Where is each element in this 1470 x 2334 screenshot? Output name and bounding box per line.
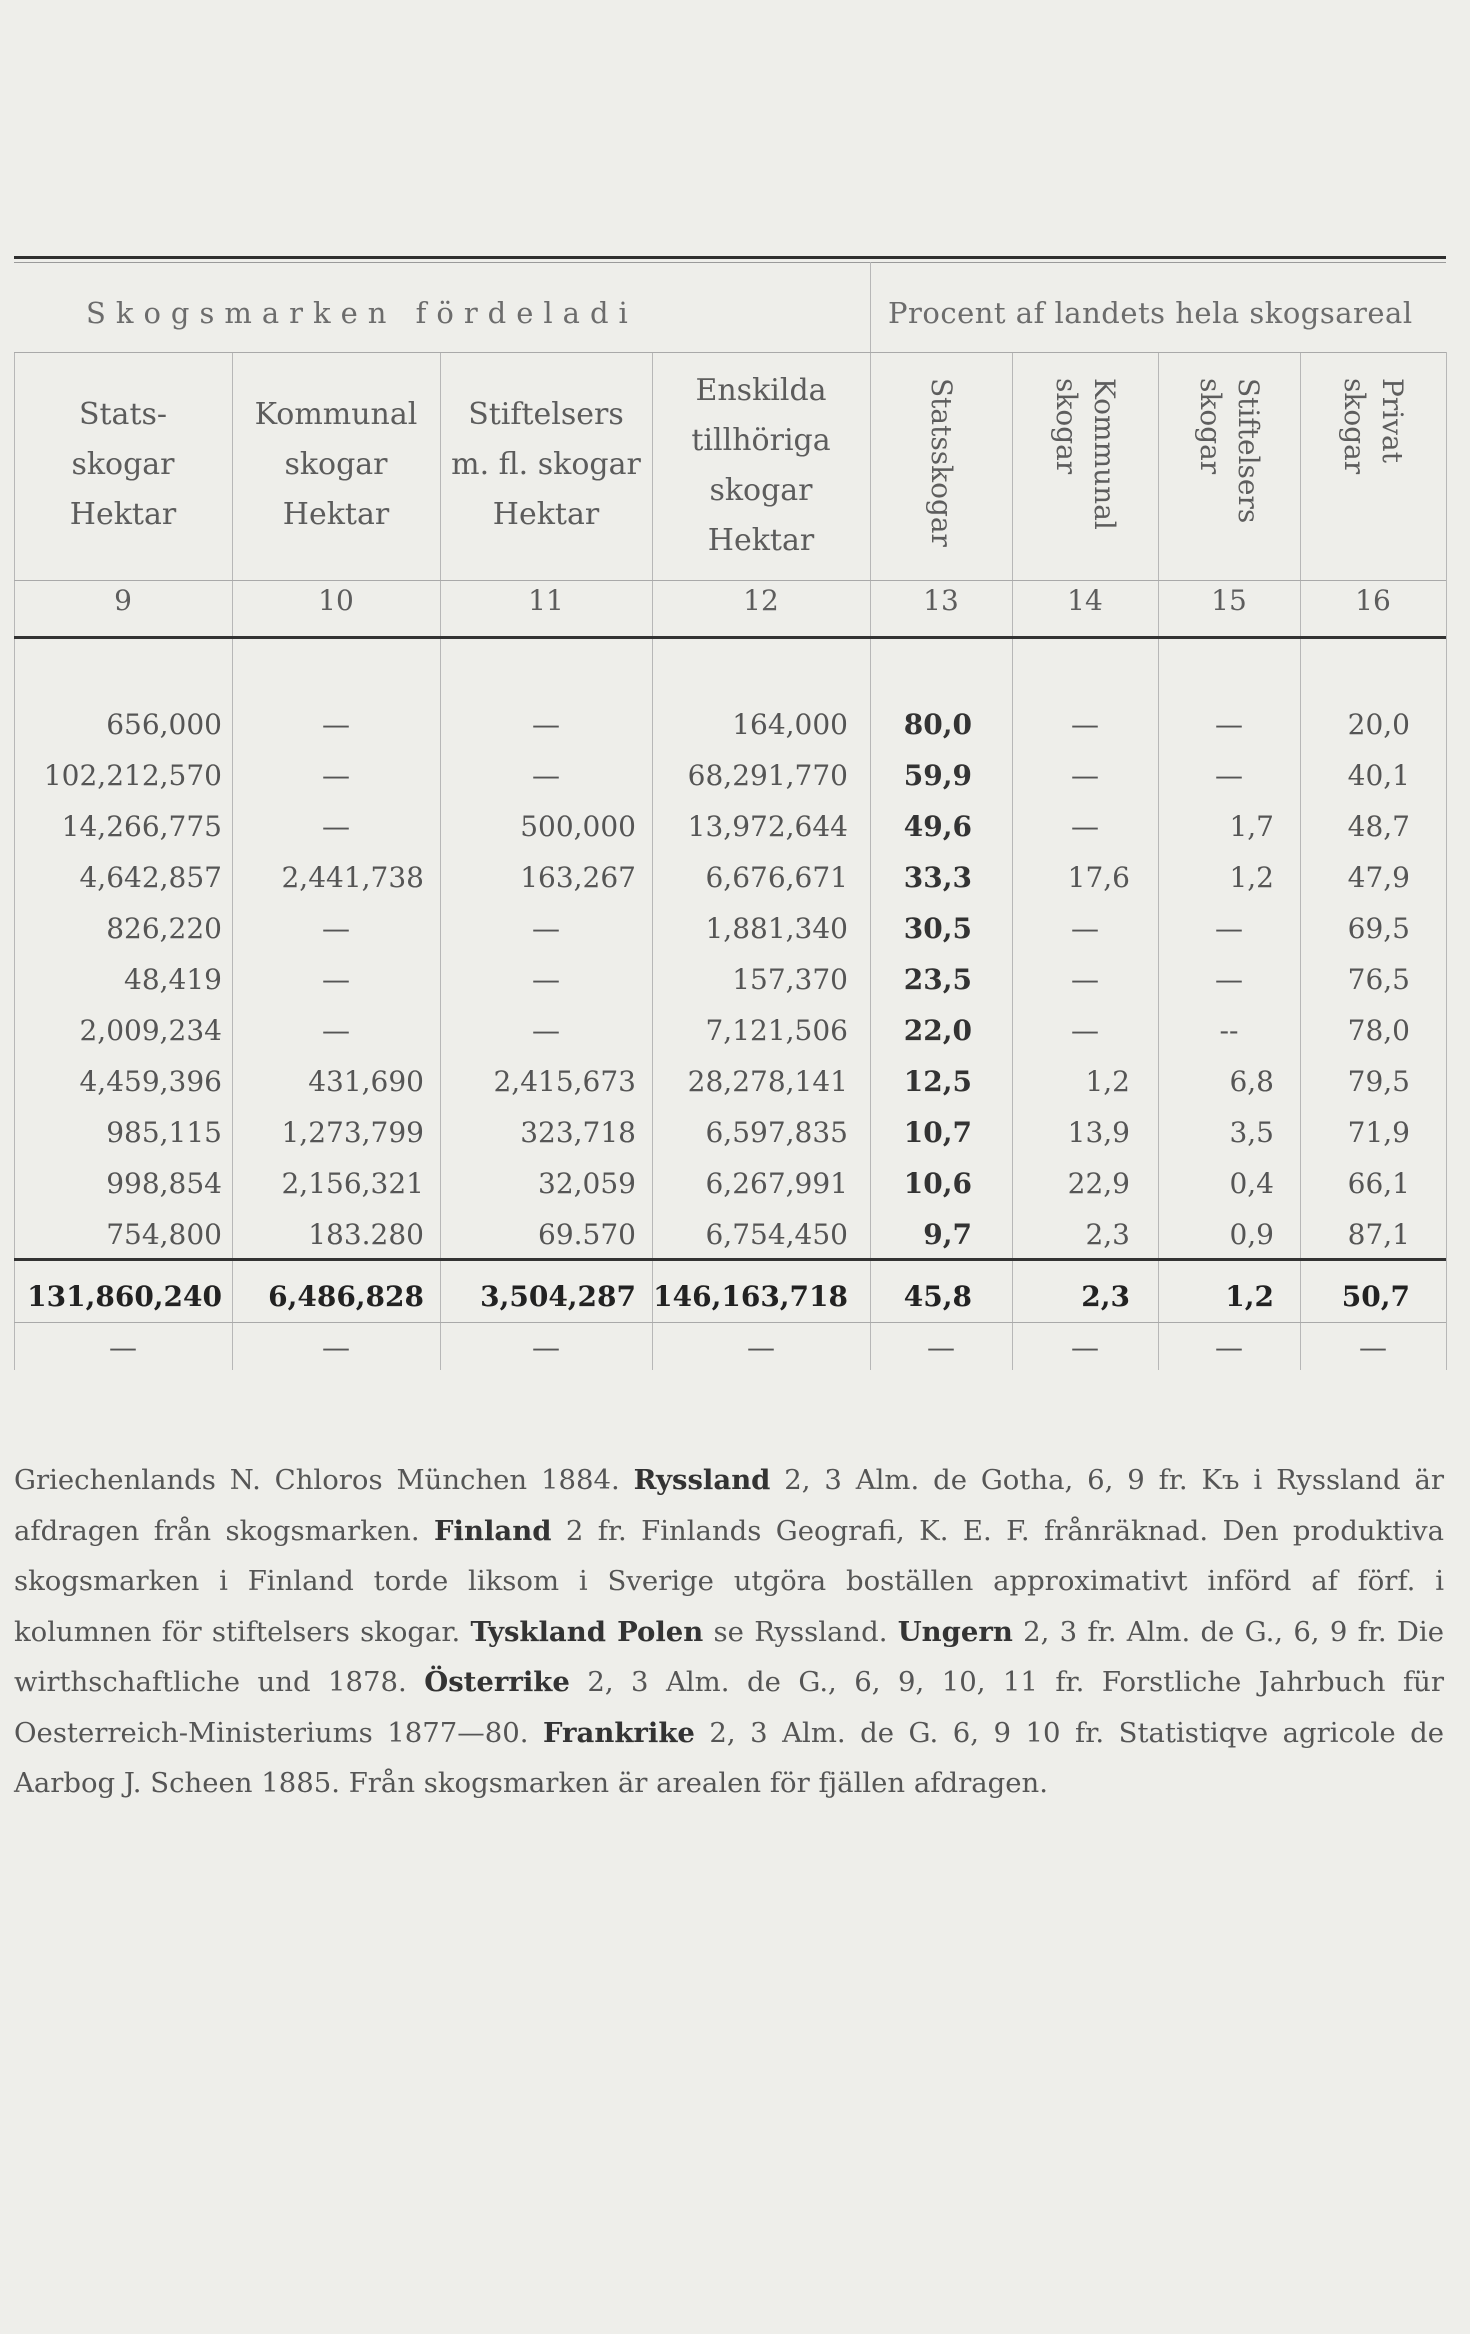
table-cell: — <box>1071 759 1099 792</box>
header-rule <box>14 580 1446 581</box>
table-cell: 6,8 <box>1229 1065 1274 1098</box>
table-cell: 431,690 <box>308 1065 424 1098</box>
table-cell: 80,0 <box>903 708 972 741</box>
header-thick-rule <box>14 636 1446 639</box>
table-cell: 59,9 <box>903 759 972 792</box>
table-cell: 1,2 <box>1229 861 1274 894</box>
table-cell: — <box>1215 708 1243 741</box>
column-header: Kommunal skogar <box>1050 378 1121 530</box>
dash-cell: — <box>927 1331 955 1364</box>
table-cell: 28,278,141 <box>687 1065 848 1098</box>
table-cell: 79,5 <box>1347 1065 1410 1098</box>
table-cell: 754,800 <box>106 1218 222 1251</box>
table-cell: 13,972,644 <box>687 810 848 843</box>
total-cell: 1,2 <box>1225 1280 1274 1313</box>
table-cell: 17,6 <box>1067 861 1130 894</box>
table-cell: 76,5 <box>1347 963 1410 996</box>
column-header: Stats- skogar Hektar <box>69 397 177 532</box>
table-cell: 87,1 <box>1347 1218 1410 1251</box>
table-cell: 2,415,673 <box>493 1065 636 1098</box>
table-cell: — <box>532 1014 560 1047</box>
footnote-country: Österrike <box>424 1666 570 1698</box>
table-cell: 157,370 <box>732 963 848 996</box>
table-cell: — <box>532 759 560 792</box>
table-cell: — <box>322 963 350 996</box>
table-cell: — <box>1215 912 1243 945</box>
table-cell: 20,0 <box>1347 708 1410 741</box>
table-cell: 985,115 <box>106 1116 222 1149</box>
dash-cell: — <box>532 1331 560 1364</box>
table-cell: 1,881,340 <box>705 912 848 945</box>
footnote-segment: Griechenlands N. Chloros München 1884. <box>14 1464 634 1496</box>
footnote-segment: se Ryssland. <box>703 1615 898 1648</box>
table-cell: 49,6 <box>903 810 972 843</box>
table-cell: 2,009,234 <box>79 1014 222 1047</box>
table-cell: 163,267 <box>520 861 636 894</box>
table-cell: 0,9 <box>1229 1218 1274 1251</box>
table-cell: 22,9 <box>1067 1167 1130 1200</box>
table-cell: -- <box>1219 1014 1239 1047</box>
table-cell: — <box>322 1014 350 1047</box>
column-header: Statsskogar <box>925 378 958 547</box>
table-cell: 1,2 <box>1085 1065 1130 1098</box>
table-cell: — <box>322 759 350 792</box>
table-cell: 33,3 <box>903 861 972 894</box>
table-cell: — <box>532 912 560 945</box>
footnote-country: Ryssland <box>633 1464 771 1496</box>
footnote-segment: 2, 3 Alm. de G. 6, 9 10 fr. Statistiqve agricole de Aarbog J. Scheen 1885. Från skogsmarken är arealen för fjällen afdragen. <box>14 1716 1444 1799</box>
footnote-segment: 2 fr. Finlands Geografi, K. E. F. frånräknad. Den produktiva skogsmarken i Finland torde liksom i Sverige utgöra boställen approximativt införd af förf. i kolumnen för stiftelsers skogar. <box>14 1514 1444 1648</box>
table-cell: 2,441,738 <box>281 861 424 894</box>
table-cell: 2,3 <box>1085 1218 1130 1251</box>
table-cell: 66,1 <box>1347 1167 1410 1200</box>
footnote-text <box>14 1455 1444 1809</box>
table-cell: — <box>1071 708 1099 741</box>
table-cell: — <box>322 912 350 945</box>
table-cell: 1,7 <box>1229 810 1274 843</box>
table-cell: — <box>1215 963 1243 996</box>
table-cell: 500,000 <box>520 810 636 843</box>
column-header: Stiftelsers skogar <box>1194 378 1265 524</box>
table-cell: 68,291,770 <box>687 759 848 792</box>
dash-cell: — <box>1359 1331 1387 1364</box>
table-cell: 78,0 <box>1347 1014 1410 1047</box>
column-number: 13 <box>923 584 959 617</box>
dash-cell: — <box>1215 1331 1243 1364</box>
table-cell: 9,7 <box>923 1218 972 1251</box>
column-number: 11 <box>528 584 564 617</box>
table-cell: — <box>1071 1014 1099 1047</box>
table-cell: 12,5 <box>903 1065 972 1098</box>
table-cell: 6,754,450 <box>705 1218 848 1251</box>
footnote-country: Tyskland Polen <box>470 1615 704 1648</box>
table-cell: 48,7 <box>1347 810 1410 843</box>
table-cell: 10,7 <box>903 1116 972 1149</box>
dash-cell: — <box>322 1331 350 1364</box>
table-cell: 4,459,396 <box>79 1065 222 1098</box>
table-cell: 3,5 <box>1229 1116 1274 1149</box>
column-header: Stiftelsers m. fl. skogar Hektar <box>451 397 641 532</box>
table-cell: — <box>322 708 350 741</box>
table-cell: 656,000 <box>106 708 222 741</box>
column-divider <box>1446 352 1447 1370</box>
footnote-segment: 2, 3 Alm. de Gotha, 6, 9 fr. Kъ i Ryssland är afdragen från skogsmarken. <box>14 1464 1444 1547</box>
table-cell: 164,000 <box>732 708 848 741</box>
table-cell: 4,642,857 <box>79 861 222 894</box>
table-cell: 323,718 <box>520 1116 636 1149</box>
table-cell: 69,5 <box>1347 912 1410 945</box>
total-rule-bottom <box>14 1322 1446 1323</box>
table-cell: 102,212,570 <box>43 759 222 792</box>
column-header: Privat skogar <box>1338 378 1409 475</box>
total-cell: 146,163,718 <box>653 1280 848 1313</box>
table-cell: 22,0 <box>903 1014 972 1047</box>
column-number: 15 <box>1211 584 1247 617</box>
total-cell: 131,860,240 <box>27 1280 222 1313</box>
table-cell: 6,597,835 <box>705 1116 848 1149</box>
table-cell: 183.280 <box>308 1218 424 1251</box>
group-header-distribution: Skogsmarken fördeladi <box>86 296 638 330</box>
table-cell: — <box>1215 759 1243 792</box>
total-cell: 45,8 <box>903 1280 972 1313</box>
footnote-segment: 2, 3 fr. Alm. de G., 6, 9 fr. Die wirthschaftliche und 1878. <box>14 1615 1444 1698</box>
total-cell: 6,486,828 <box>268 1280 424 1313</box>
table-cell: 40,1 <box>1347 759 1410 792</box>
total-rule-top <box>14 1258 1446 1261</box>
dash-cell: — <box>1071 1331 1099 1364</box>
group-header-rule <box>14 352 1446 353</box>
table-cell: 14,266,775 <box>61 810 222 843</box>
table-cell: 13,9 <box>1067 1116 1130 1149</box>
table-cell: 10,6 <box>903 1167 972 1200</box>
table-cell: — <box>532 963 560 996</box>
column-number: 10 <box>318 584 354 617</box>
table-cell: 47,9 <box>1347 861 1410 894</box>
table-cell: — <box>1071 810 1099 843</box>
top-rule-thin <box>14 262 1446 263</box>
column-number: 9 <box>114 584 132 617</box>
group-header-percent: Procent af landets hela skogsareal <box>888 296 1413 330</box>
total-cell: 3,504,287 <box>480 1280 636 1313</box>
table-cell: 7,121,506 <box>705 1014 848 1047</box>
table-cell: 32,059 <box>538 1167 636 1200</box>
table-cell: 998,854 <box>106 1167 222 1200</box>
table-cell: 23,5 <box>903 963 972 996</box>
footnote-country: Ungern <box>897 1615 1013 1648</box>
total-cell: 50,7 <box>1341 1280 1410 1313</box>
table-cell: — <box>1071 912 1099 945</box>
column-number: 16 <box>1355 584 1391 617</box>
table-cell: — <box>532 708 560 741</box>
column-number: 12 <box>743 584 779 617</box>
column-number: 14 <box>1067 584 1103 617</box>
table-cell: 30,5 <box>903 912 972 945</box>
table-cell: 71,9 <box>1347 1116 1410 1149</box>
dash-cell: — <box>109 1331 137 1364</box>
table-cell: 6,676,671 <box>705 861 848 894</box>
table-cell: — <box>322 810 350 843</box>
footnote-country: Finland <box>433 1514 552 1547</box>
table-cell: 1,273,799 <box>281 1116 424 1149</box>
table-cell: 0,4 <box>1229 1167 1274 1200</box>
column-header: Kommunal skogar Hektar <box>254 397 418 532</box>
footnote-segment: 2, 3 Alm. de G., 6, 9, 10, 11 fr. Forstliche Jahrbuch für Oesterreich-Ministeriums 1877—80. <box>14 1666 1444 1749</box>
table-cell: — <box>1071 963 1099 996</box>
table-cell: 826,220 <box>106 912 222 945</box>
table-cell: 48,419 <box>124 963 222 996</box>
dash-cell: — <box>747 1331 775 1364</box>
table-cell: 6,267,991 <box>705 1167 848 1200</box>
table-cell: 2,156,321 <box>281 1167 424 1200</box>
footnote-country: Frankrike <box>543 1716 695 1749</box>
total-cell: 2,3 <box>1081 1280 1130 1313</box>
top-rule <box>14 256 1446 259</box>
column-header: Enskilda tillhöriga skogar Hektar <box>691 373 831 558</box>
table-cell: 69.570 <box>538 1218 636 1251</box>
